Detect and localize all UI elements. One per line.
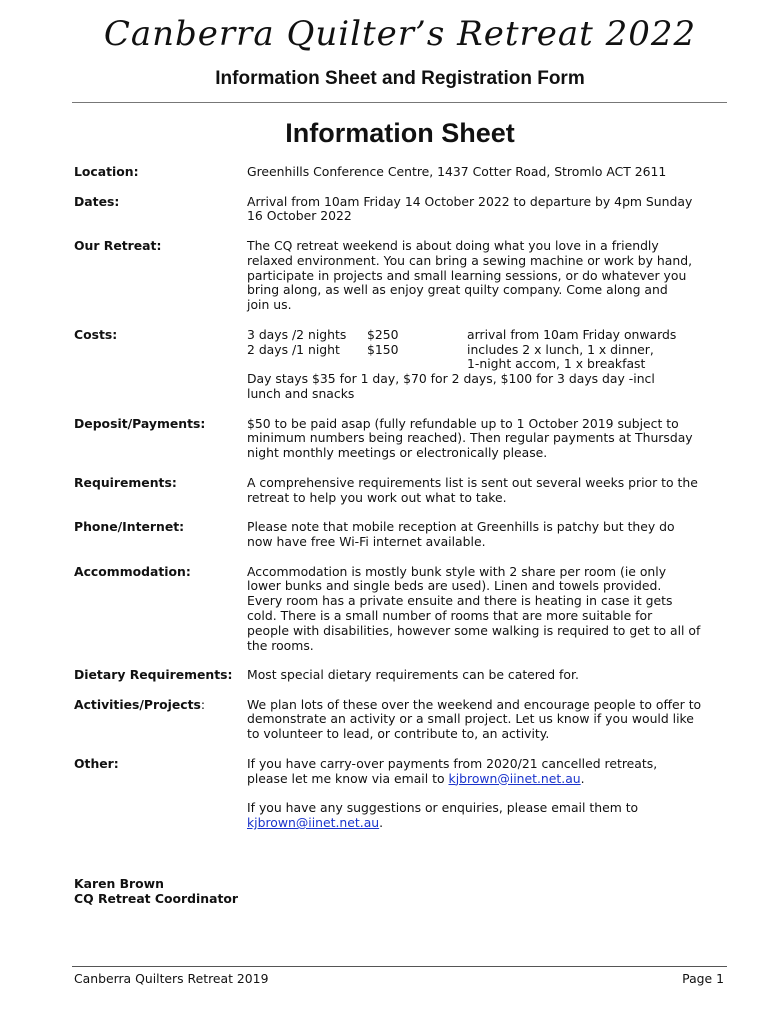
other-value — [247, 757, 729, 831]
signature-name: Karen Brown — [74, 876, 164, 891]
row-location — [74, 165, 729, 180]
other-text-1-end: . — [580, 770, 585, 786]
deposit-label: Deposit/Payments: — [74, 415, 206, 431]
other-text-2: If you have any suggestions or enquiries, please email them to — [247, 800, 639, 816]
requirements-label: Requirements: — [74, 474, 177, 490]
retreat-label: Our Retreat: — [74, 237, 162, 253]
row-costs — [74, 328, 729, 402]
activities-label-colon: : — [200, 696, 206, 712]
section-title: Information Sheet — [285, 118, 515, 148]
cost-note-3: 1-night accom, 1 x breakfast — [467, 356, 646, 372]
dietary-label: Dietary Requirements: — [74, 667, 233, 683]
signature-role: CQ Retreat Coordinator — [74, 891, 238, 906]
phone-label: Phone/Internet: — [74, 519, 185, 535]
document-title: Canberra Quilter’s Retreat 2022 — [103, 14, 697, 54]
cost-price-1: $250 — [367, 326, 399, 342]
header-divider — [72, 102, 727, 103]
dietary-value: Most special dietary requirements can be catered for. — [247, 667, 579, 683]
deposit-value: $50 to be paid asap (fully refundable up to 1 October 2019 subject to minimum numbers being reached). Then regular payments at Thursday night monthly meetings or electronically please. — [247, 415, 693, 461]
day-stays: Day stays $35 for 1 day, $70 for 2 days, $100 for 3 days day -incl lunch and snacks — [247, 371, 655, 401]
row-dates — [74, 195, 729, 225]
retreat-value: The CQ retreat weekend is about doing what you love in a friendly relaxed environment. You can bring a sewing machine or work by hand, participate in projects and small learning sessions, or do whatever you bring along, as well as enjoy great quilty company. Come along and join us. — [247, 237, 693, 313]
accommodation-label: Accommodation: — [74, 563, 191, 579]
row-deposit — [74, 417, 729, 461]
accommodation-value: Accommodation is mostly bunk style with 2 share per room (ie only lower bunks and single beds are used). Linen and towels provided. Every room has a private ensuite and there is heating in case it gets cold. There is a small number of rooms that are more suitable for people with disabilities, however some walking is required to get to all of the rooms. — [247, 563, 701, 653]
email-link-2[interactable]: kjbrown@iinet.net.au — [247, 815, 380, 831]
activities-label-text: Activities/Projects — [74, 696, 201, 712]
email-link-1[interactable]: kjbrown@iinet.net.au — [448, 770, 581, 786]
row-dietary — [74, 668, 729, 683]
other-text-2-end: . — [379, 815, 384, 831]
row-activities — [74, 698, 729, 742]
activities-value: We plan lots of these over the weekend and encourage people to offer to demonstrate an activity or a small project. Let us know if you would like to volunteer to lead, or contribute to, an activity. — [247, 696, 702, 742]
info-rows — [74, 165, 729, 846]
cost-line-1 — [247, 328, 729, 343]
costs-label: Costs: — [74, 326, 118, 342]
cost-period-2: 2 days /1 night — [247, 341, 340, 357]
phone-value: Please note that mobile reception at Greenhills is patchy but they do now have free Wi-Fi internet available. — [247, 519, 675, 549]
document-subtitle: Information Sheet and Registration Form — [215, 68, 585, 89]
page-number: Page 1 — [682, 971, 724, 986]
cost-price-2: $150 — [367, 341, 399, 357]
footer-text: Canberra Quilters Retreat 2019 — [74, 971, 269, 986]
row-phone — [74, 520, 729, 550]
other-text-1: If you have carry-over payments from 2020/21 cancelled retreats, please let me know via email to — [247, 755, 658, 786]
activities-label — [74, 698, 247, 742]
cost-line-2 — [247, 343, 729, 358]
footer-divider — [72, 966, 727, 967]
cost-note-2: includes 2 x lunch, 1 x dinner, — [467, 341, 654, 357]
row-other — [74, 757, 729, 831]
cost-line-3 — [247, 357, 729, 372]
dates-value: Arrival from 10am Friday 14 October 2022 to departure by 4pm Sunday 16 October 2022 — [247, 193, 693, 224]
other-label: Other: — [74, 755, 119, 771]
other-paragraph-2 — [247, 801, 729, 831]
row-requirements — [74, 476, 729, 506]
requirements-value: A comprehensive requirements list is sent out several weeks prior to the retreat to help you work out what to take. — [247, 474, 698, 505]
location-label: Location: — [74, 164, 139, 179]
cost-period-1: 3 days /2 nights — [247, 326, 347, 342]
row-accommodation — [74, 565, 729, 654]
dates-label: Dates: — [74, 193, 120, 209]
row-retreat — [74, 239, 729, 313]
signature-block — [74, 876, 238, 906]
costs-value — [247, 328, 729, 402]
other-paragraph-1 — [247, 757, 729, 787]
location-value: Greenhills Conference Centre, 1437 Cotter Road, Stromlo ACT 2611 — [247, 164, 667, 179]
cost-note-1: arrival from 10am Friday onwards — [467, 326, 677, 342]
